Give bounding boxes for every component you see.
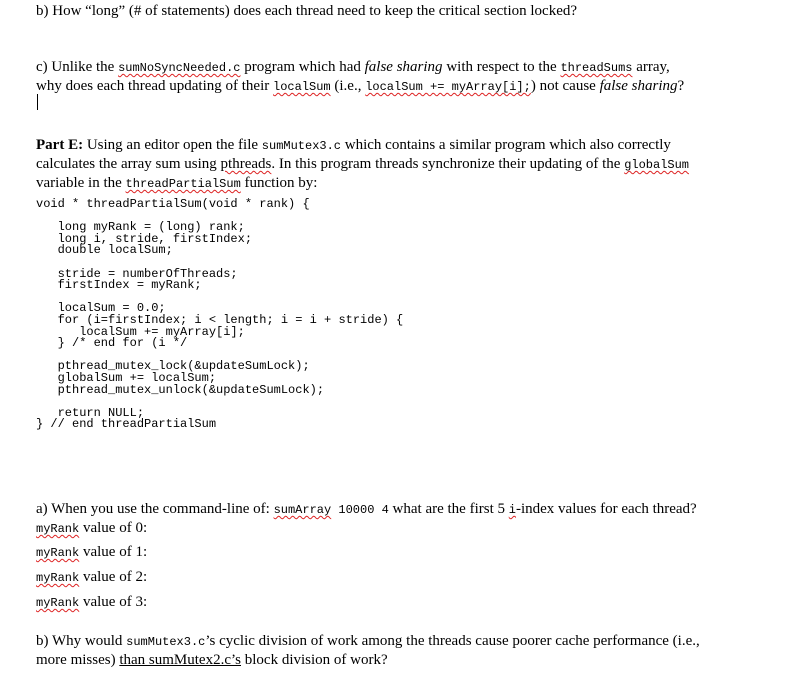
code-line: double localSum;	[36, 243, 173, 258]
question-b-cache-line-2: more misses) than sumMutex2.c’s block division of work?	[36, 652, 388, 668]
code-line: long i, stride, firstIndex;	[36, 231, 253, 246]
code-line: void * threadPartialSum(void * rank) {	[36, 197, 310, 211]
question-b-how-long: b) How “long” (# of statements) does each thread need to keep the critical section locked?	[36, 3, 578, 19]
part-e-line-1: Part E: Using an editor open the file sumMutex3.c which contains a similar program which also correctly	[36, 137, 671, 153]
code-line: } // end threadPartialSum	[36, 417, 217, 432]
question-c-line-2: why does each thread updating of their localSum (i.e., localSum += myArray[i];) not cause false sharing?	[36, 78, 685, 94]
question-b-cache-line-1: b) Why would sumMutex3.c’s cyclic division of work among the threads cause poorer cache performance (i.e.,	[36, 633, 700, 649]
code-line: pthread_mutex_lock(&updateSumLock);	[36, 359, 310, 374]
code-line: globalSum += localSum;	[36, 371, 217, 385]
part-e-line-3: variable in the threadPartialSum function by:	[36, 175, 318, 191]
question-c-line-1: c) Unlike the sumNoSyncNeeded.c program which had false sharing with respect to the threadSums array,	[36, 59, 670, 75]
code-line: stride = numberOfThreads;	[36, 266, 238, 281]
code-line: long myRank = (long) rank;	[36, 220, 245, 235]
code-line: for (i=firstIndex; i < length; i = i + stride) {	[36, 313, 404, 327]
rank-3-line: myRank value of 3:	[36, 594, 148, 610]
code-line: pthread_mutex_unlock(&updateSumLock);	[36, 382, 325, 397]
code-line: localSum += myArray[i];	[36, 324, 245, 339]
text-cursor[interactable]	[37, 94, 38, 110]
part-e-line-2: calculates the array sum using pthreads. In this program threads synchronize their updating of the globalSum	[36, 156, 689, 172]
code-line: localSum = 0.0;	[36, 301, 166, 316]
code-line: firstIndex = myRank;	[36, 278, 202, 293]
code-line: } /* end for (i */	[36, 336, 188, 351]
rank-1-line: myRank value of 1:	[36, 544, 148, 560]
rank-2-line: myRank value of 2:	[36, 569, 148, 585]
code-line: return NULL;	[36, 405, 145, 420]
question-a: a) When you use the command-line of: sumArray 10000 4 what are the first 5 i-index values for each thread?	[36, 501, 697, 517]
rank-0-line: myRank value of 0:	[36, 520, 148, 536]
